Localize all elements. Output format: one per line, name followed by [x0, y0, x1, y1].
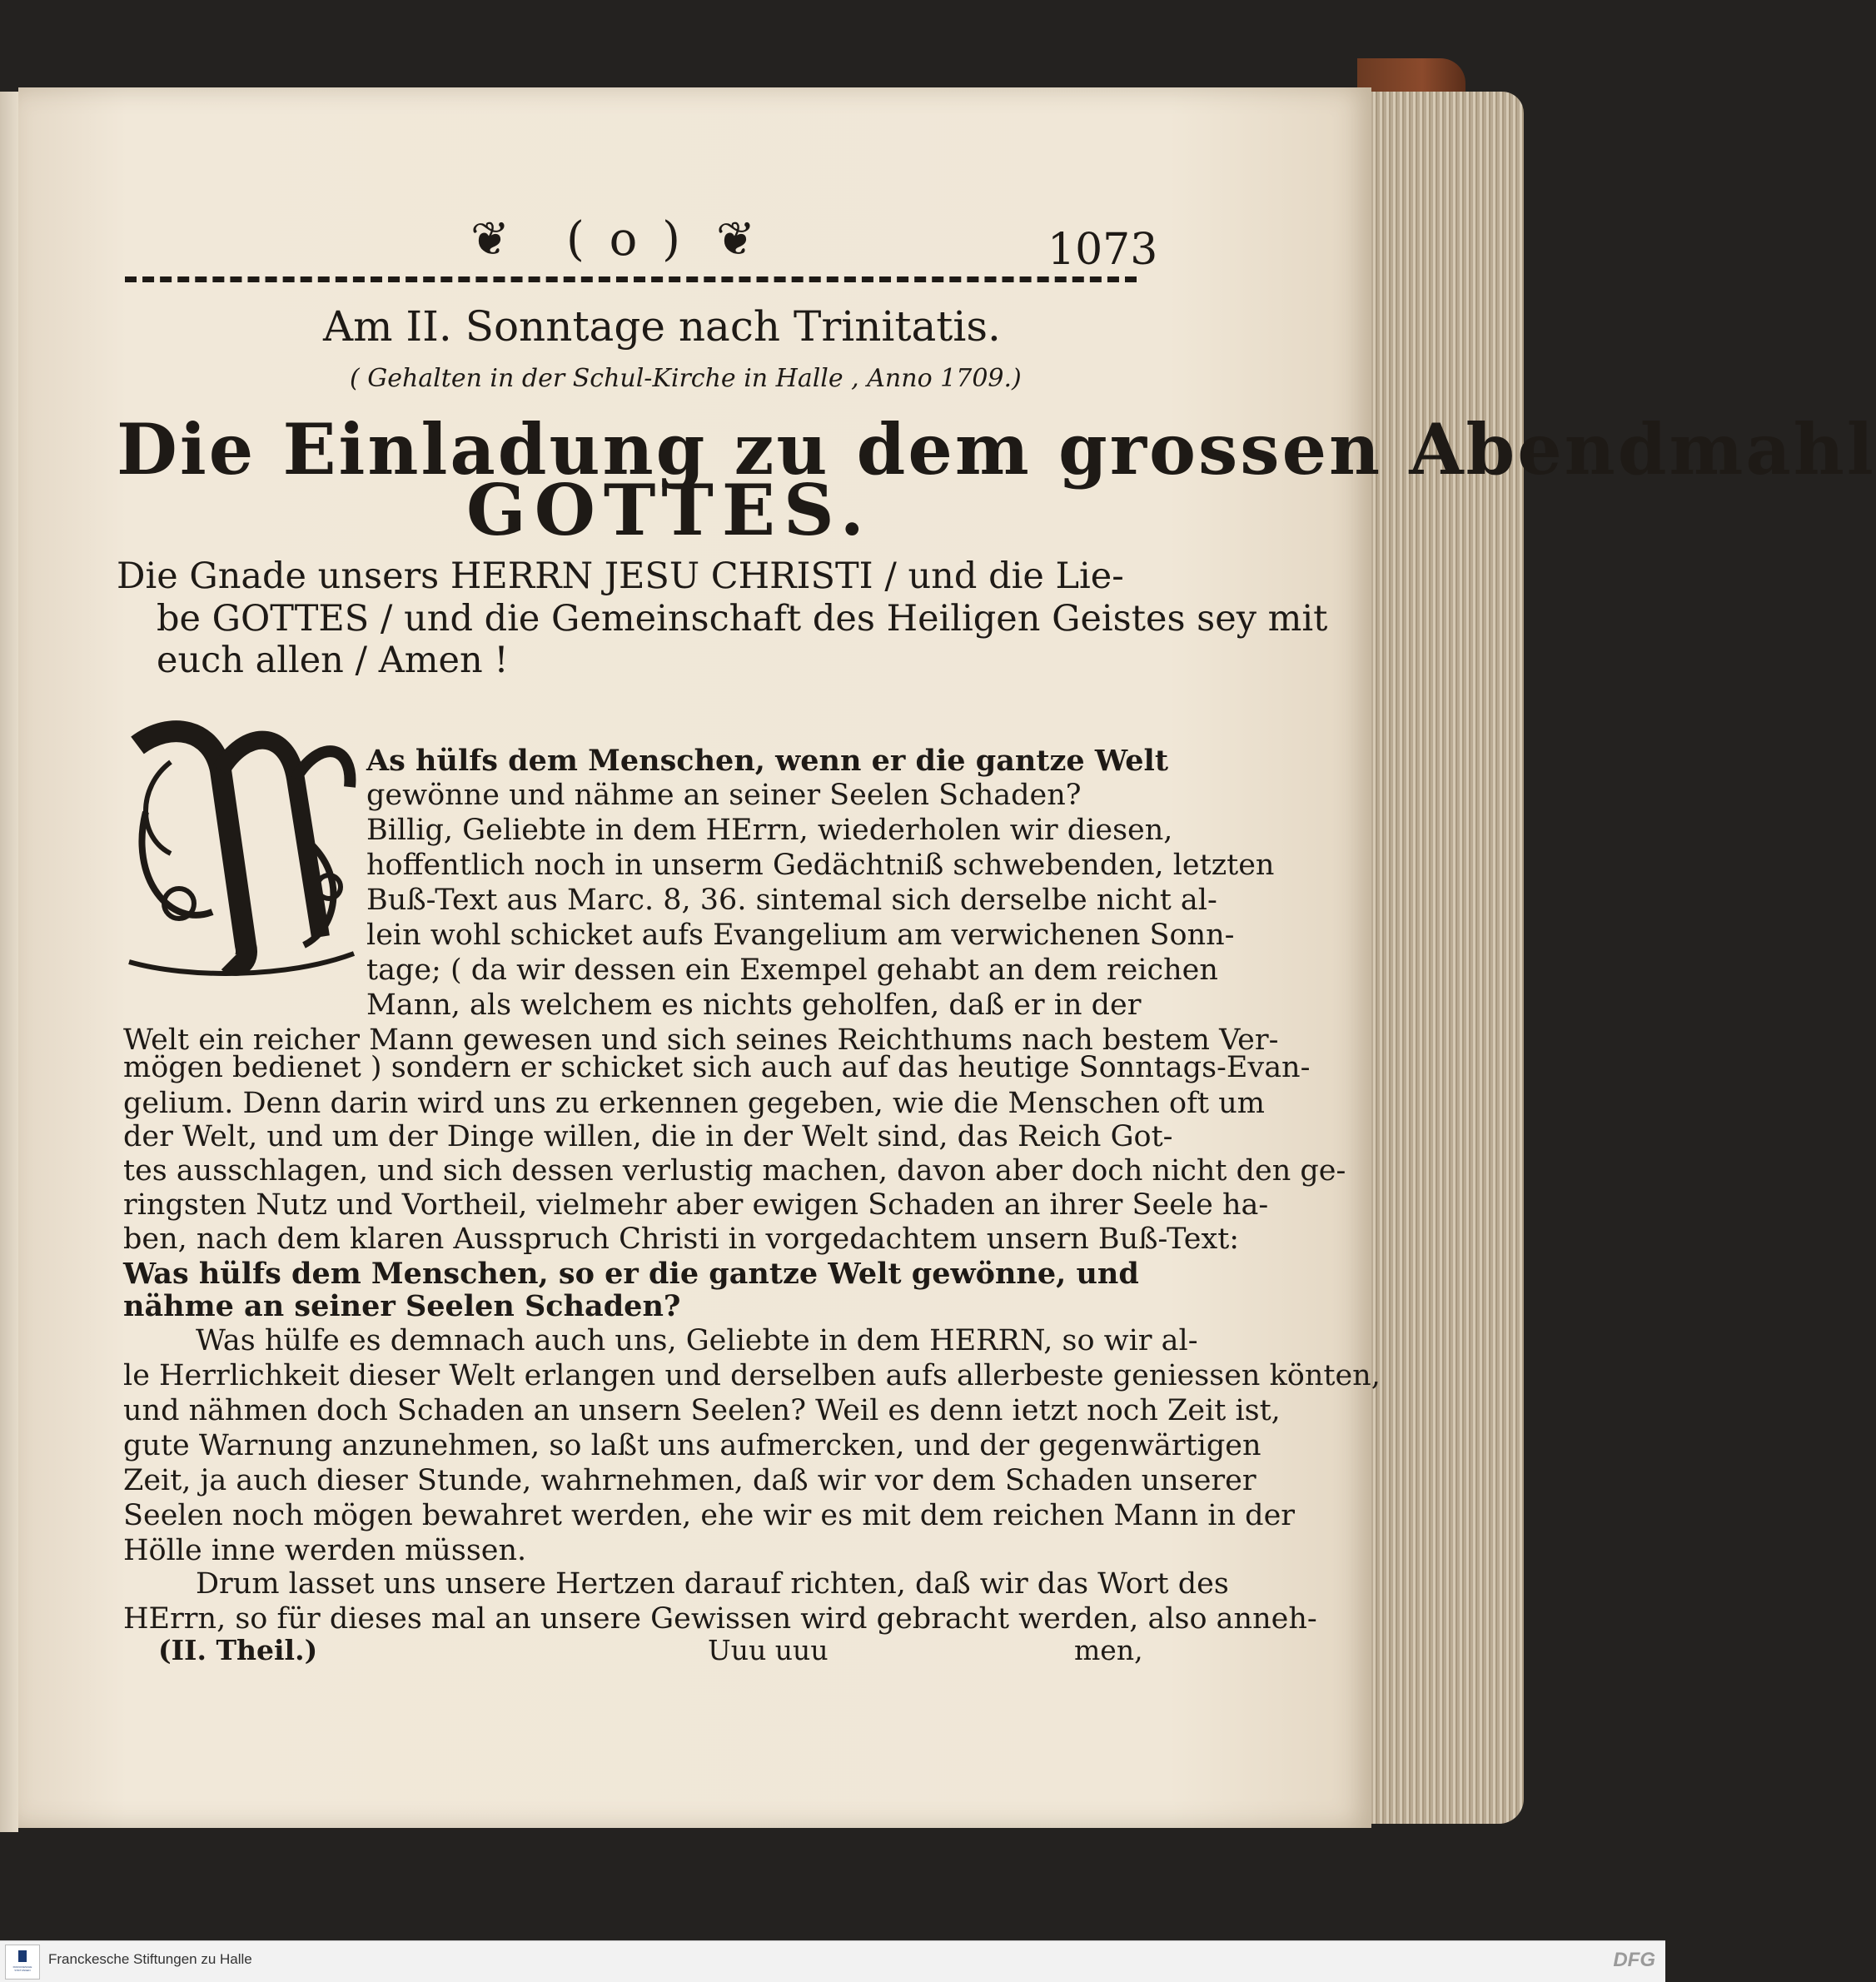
footer-part: (II. Theil.): [158, 1634, 318, 1666]
logo-caption: FRANCKESCHE STIFTUNGEN: [12, 1965, 32, 1972]
footer-signature: Uuu uuu: [708, 1634, 829, 1666]
text-line: Buß-Text aus Marc. 8, 36. sintemal sich derselbe nicht al-: [366, 884, 1217, 917]
footer-catchword: men,: [1074, 1634, 1143, 1666]
text-line: gewönne und nähme an seiner Seelen Schaden?: [366, 779, 1082, 812]
text-line: As hülfs dem Menschen, wenn er die gantze Welt: [366, 744, 1169, 778]
page-number: 1073: [1047, 225, 1158, 275]
text-line: ringsten Nutz und Vortheil, vielmehr aber ewigen Schaden an ihrer Seele ha-: [123, 1188, 1269, 1222]
text-line: Was hülfe es demnach auch uns, Geliebte in dem HERRN, so wir al-: [196, 1324, 1198, 1357]
viewer-footer-bar: [0, 1940, 1665, 1982]
text-line: Hölle inne werden müssen.: [123, 1534, 527, 1567]
text-line: Mann, als welchem es nichts geholfen, daß er in der: [366, 989, 1142, 1022]
text-line: und nähmen doch Schaden an unsern Seelen? Weil es denn ietzt noch Zeit ist,: [123, 1394, 1281, 1427]
text-line: Drum lasset uns unsere Hertzen darauf richten, daß wir das Wort des: [196, 1567, 1229, 1601]
salutation-line: Die Gnade unsers HERRN JESU CHRISTI / und die Lie-: [117, 555, 1124, 597]
text-line: Seelen noch mögen bewahret werden, ehe wir es mit dem reichen Mann in der: [123, 1499, 1296, 1532]
text-line: Zeit, ja auch dieser Stunde, wahrnehmen, daß wir vor dem Schaden unserer: [123, 1464, 1256, 1497]
salutation-line: be GOTTES / und die Gemeinschaft des Heiligen Geistes sey mit: [157, 598, 1328, 640]
header-ornament-right: ❦: [716, 212, 760, 266]
sermon-title-line1: Die Einladung zu dem grossen Abendmahl: [117, 408, 1876, 491]
text-line: Welt ein reicher Mann gewesen und sich seines Reichthums nach bestem Ver-: [123, 1023, 1279, 1057]
logo-mark-icon: [18, 1950, 27, 1962]
initial-letter: W: [236, 887, 238, 888]
left-page-edge: [0, 92, 18, 1832]
text-line: HErrn, so für dieses mal an unsere Gewissen wird gebracht werden, also anneh-: [123, 1602, 1317, 1636]
text-line: mögen bedienet ) sondern er schicket sich auch auf das heutige Sonntags-Evan-: [123, 1051, 1311, 1084]
decorative-initial-w: [121, 712, 362, 979]
text-line: Billig, Geliebte in dem HErrn, wiederholen wir diesen,: [366, 814, 1173, 847]
text-line: tage; ( da wir dessen ein Exempel gehabt an dem reichen: [366, 954, 1218, 987]
text-line: tes ausschlagen, und sich dessen verlustig machen, davon aber doch nicht den ge-: [123, 1154, 1346, 1188]
header-center: ( o ): [566, 212, 686, 266]
header-ornament-left: ❦: [470, 212, 515, 266]
institution-logo[interactable]: [5, 1945, 40, 1980]
sermon-title-line2: GOTTES.: [466, 469, 873, 551]
text-line: hoffentlich noch in unserm Gedächtniß schwebenden, letzten: [366, 849, 1275, 882]
text-line: ben, nach dem klaren Ausspruch Christi in vorgedachtem unsern Buß-Text:: [123, 1223, 1240, 1256]
text-line: gelium. Denn darin wird uns zu erkennen gegeben, wie die Menschen oft um: [123, 1087, 1265, 1120]
header-rule: [125, 276, 1137, 282]
text-line: Was hülfs dem Menschen, so er die gantze Welt gewönne, und: [123, 1257, 1139, 1291]
salutation-line: euch allen / Amen !: [157, 640, 509, 681]
held-note: ( Gehalten in der Schul-Kirche in Halle , Anno 1709.): [350, 364, 1022, 393]
page-edges: [1357, 92, 1524, 1824]
institution-name[interactable]: Franckesche Stiftungen zu Halle: [48, 1951, 252, 1967]
text-line: nähme an seiner Seelen Schaden?: [123, 1289, 681, 1323]
text-line: lein wohl schicket aufs Evangelium am verwichenen Sonn-: [366, 919, 1235, 952]
text-line: der Welt, und um der Dinge willen, die in der Welt sind, das Reich Got-: [123, 1120, 1173, 1153]
text-line: gute Warnung anzunehmen, so laßt uns aufmercken, und der gegenwärtigen: [123, 1429, 1261, 1462]
dfg-logo[interactable]: DFG: [1613, 1949, 1655, 1971]
text-line: le Herrlichkeit dieser Welt erlangen und derselben aufs allerbeste geniessen könten,: [123, 1359, 1381, 1392]
sunday-heading: Am II. Sonntage nach Trinitatis.: [323, 302, 1001, 351]
